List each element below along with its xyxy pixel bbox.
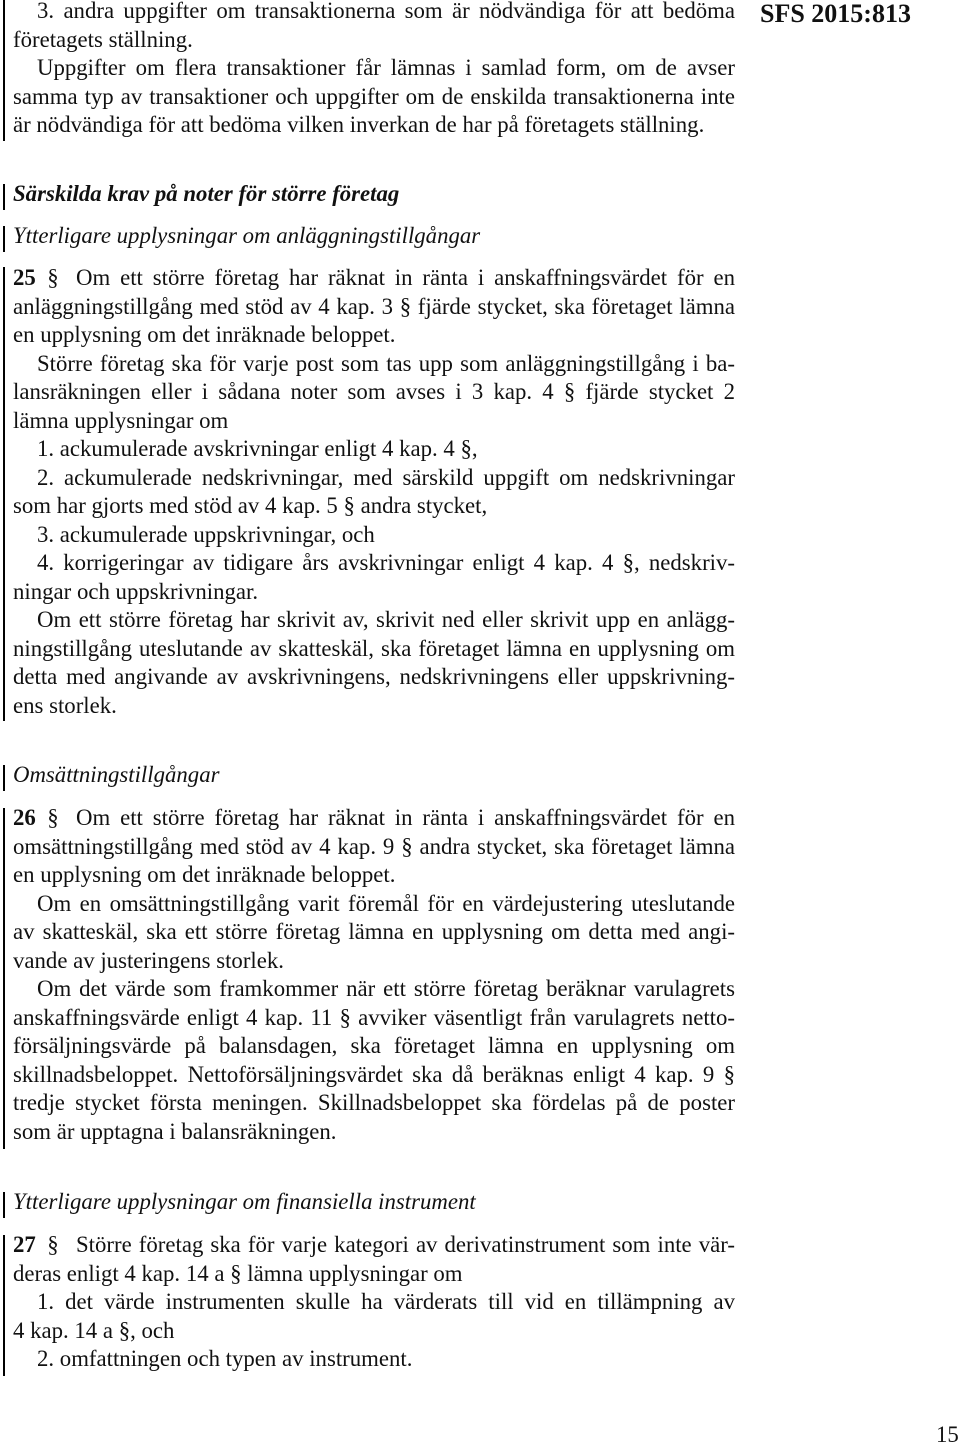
list-item: 2. ackumulerade nedskrivningar, med särskild uppgift om nedskrivningar [37,464,735,490]
text-line: som är upptagna i balansräkningen. [13,1118,337,1144]
section-25 [13,264,735,720]
change-bar [3,808,5,1149]
section-26 [13,804,735,1146]
main-heading: Särskilda krav på noter för större företag [13,181,400,206]
intro-paragraph [13,0,735,140]
list-item: 1. det värde instrumenten skulle ha värderats till vid en tillämpning av [37,1289,735,1314]
list-item: 1. ackumulerade avskrivningar enligt 4 kap. 4 §, [37,436,478,461]
text-line: försäljningsvärde på balansdagen, ska företaget lämna en upplysning om [13,1033,735,1058]
section-sign: § [47,805,59,830]
text-line: omsättningstillgång med stöd av 4 kap. 9 § andra stycket, ska företaget lämna [13,833,735,859]
change-bar [3,1235,5,1376]
section-sign: § [47,265,59,290]
change-bar [3,0,5,141]
text-line: ningar och uppskrivningar. [13,578,259,604]
subheading-financial-instruments: Ytterligare upplysningar om finansiella instrument [13,1189,476,1214]
page-number: 15 [936,1422,959,1447]
section-number: 26 [13,805,36,830]
text-line: samma typ av transaktioner och uppgifter om de enskilda transaktionerna inte [13,83,735,109]
sfs-number-label: SFS 2015:813 [760,0,911,28]
text-line: företagets ställning. [13,26,193,52]
subheading-block [13,1188,735,1217]
text-line: som har gjorts med stöd av 4 kap. 5 § andra stycket, [13,493,488,518]
change-bar [3,184,5,210]
change-bar [3,1192,5,1218]
text-line: anskaffningsvärde enligt 4 kap. 11 § avviker väsentligt från varulagrets netto- [13,1004,735,1030]
section-number: 27 [13,1232,36,1257]
section-first-line [13,1231,735,1260]
text-line: lämna upplysningar om [13,407,229,433]
list-item: 4. korrigeringar av tidigare års avskrivningar enligt 4 kap. 4 §, nedskriv- [37,550,735,575]
section-27 [13,1231,735,1374]
subheading-current-assets: Omsättningstillgångar [13,762,220,787]
text-line: 3. andra uppgifter om transaktionerna som är nödvändiga för att bedöma [37,0,735,23]
change-bar [3,765,5,791]
text-line: Om ett större företag har räknat in ränta i anskaffningsvärdet för en [76,805,735,830]
text-line: Större företag ska för varje kategori av derivatinstrument som inte vär- [76,1232,735,1257]
text-line: lansräkningen eller i sådana noter som avses i 3 kap. 4 § fjärde stycket 2 [13,379,735,404]
text-line: vande av justeringens storlek. [13,947,284,973]
text-line: tredje stycket första meningen. Skillnadsbeloppet ska fördelas på de poster [13,1090,735,1115]
text-line: ens storlek. [13,692,117,718]
text-line: detta med angivande av avskrivningens, nedskrivningens eller uppskrivning- [13,664,735,689]
list-item: 3. ackumulerade uppskrivningar, och [37,521,375,547]
text-line: Uppgifter om flera transaktioner får lämnas i samlad form, om de avser [37,55,735,80]
section-sign: § [47,1232,59,1257]
text-line: anläggningstillgång med stöd av 4 kap. 3 § fjärde stycket, ska företaget lämna [13,293,735,319]
section-first-line [13,804,735,833]
text-line: Större företag ska för varje post som tas upp som anläggningstillgång i ba- [37,350,735,376]
section-first-line [13,264,735,293]
text-line: skillnadsbeloppet. Nettoförsäljningsvärdet ska då beräknas enligt 4 kap. 9 § [13,1061,735,1087]
text-line: Om ett större företag har skrivit av, skrivit ned eller skrivit upp en anlägg- [37,607,735,632]
text-line: Om ett större företag har räknat in ränta i anskaffningsvärdet för en [76,265,735,290]
text-line: en upplysning om det inräknade beloppet. [13,862,396,887]
text-line: Om en omsättningstillgång varit föremål för en värdejustering uteslutande [37,890,735,916]
text-line: 4 kap. 14 a §, och [13,1317,175,1343]
text-line: ningstillgång uteslutande av skatteskäl, ska företaget lämna en upplysning om [13,635,735,661]
section-number: 25 [13,265,36,290]
text-line: en upplysning om det inräknade beloppet. [13,322,396,347]
subheading-block [13,761,735,790]
text-line: av skatteskäl, ska ett större företag lämna en upplysning om detta med angi- [13,919,735,944]
list-item: 2. omfattningen och typen av instrument. [37,1346,413,1371]
text-line: Om det värde som framkommer när ett större företag beräknar varulagrets [37,976,735,1001]
change-bar [3,226,5,252]
subheading-fixed-assets: Ytterligare upplysningar om anläggningstillgångar [13,223,481,248]
change-bar [3,267,5,721]
text-line: deras enligt 4 kap. 14 a § lämna upplysningar om [13,1260,463,1286]
text-line: är nödvändiga för att bedöma vilken inverkan de har på företagets ställning. [13,112,705,137]
heading-block [13,180,735,209]
subheading-block [13,222,735,251]
